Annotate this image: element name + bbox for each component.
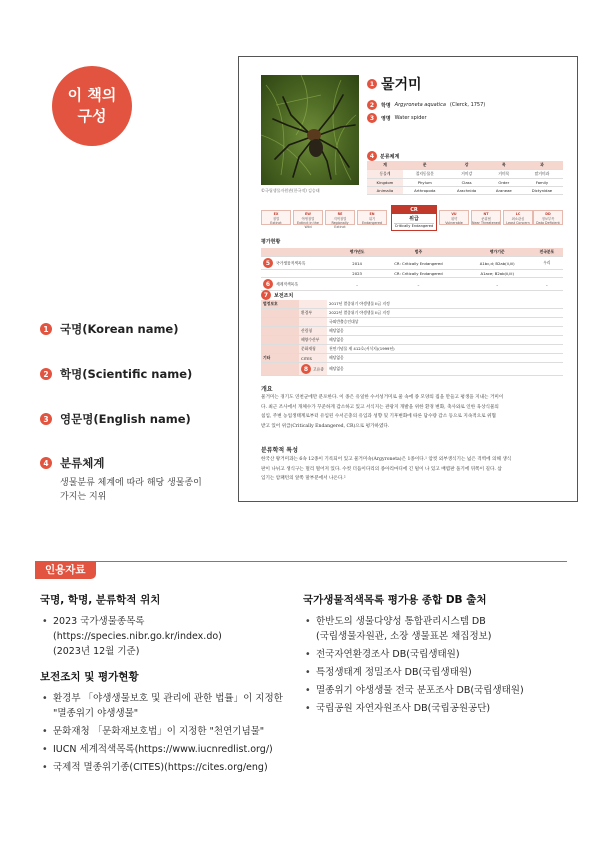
citation-item <box>40 724 300 739</box>
citation-item <box>40 742 300 757</box>
classification-cell: Order <box>487 179 521 187</box>
photo-caption: ©국립생물자원관(한국적) 김승태 <box>261 188 320 193</box>
scale-english: Endangered <box>362 221 382 225</box>
classification-row <box>367 170 563 179</box>
citation-list <box>40 614 300 659</box>
sci-author: (Clerck, 1757) <box>449 102 486 108</box>
taxonomy-line: 입기는 암패턴의 앞쪽 말부분에서 나온다.² <box>261 476 346 482</box>
scale-korean: 취약 <box>450 217 458 221</box>
assessment-cell-year: – <box>341 278 373 291</box>
marker-2: 2 <box>367 100 377 110</box>
citation-line: (국립생물자원관, 소장 생물표본 채집정보) <box>316 631 492 642</box>
iucn-category-scale <box>261 205 563 231</box>
classification-heading: 4 분류체계 <box>367 151 399 161</box>
classification-cell: 계 <box>367 161 403 170</box>
conservation-row <box>261 345 563 354</box>
scale-cell-lc <box>503 210 533 225</box>
conservation-agency-text: 문화재청 <box>301 346 316 351</box>
scale-english: Extinct <box>270 221 282 225</box>
classification-cell: 거미목 <box>487 170 521 179</box>
classification-cell: Dictynidae <box>521 187 563 195</box>
citation-line: • 환경부 「야생생물보호 및 관리에 관한 법률」이 지정한 <box>53 693 283 704</box>
classification-cell: 말거미과 <box>521 170 563 179</box>
conservation-category <box>261 318 299 327</box>
title-badge <box>52 66 132 146</box>
conservation-category: 기타 <box>261 354 299 363</box>
taxonomy-line: 한국산 왕거미과는 6속 12종이 기록되어 있고 물거미속(Argyroneta)은 1종이다.¹ 암컷 외부생식기는 넓은 격벽에 의해 생식 <box>261 457 512 462</box>
conservation-row <box>261 336 563 345</box>
classification-cell: Phylum <box>403 179 447 187</box>
overview-line: 다. 최근 조사에서 개체수가 꾸준하게 감소하고 있고 서식지는 관광지 개발을 위한 환경 변화, 축사와로 인한 육상식물의 <box>261 404 499 410</box>
eng-name: Water spider <box>394 115 427 121</box>
scale-cell-dd <box>533 210 563 225</box>
scale-abbr: EN <box>369 212 375 216</box>
citation-line: • 전국자연환경조사 DB(국립생태원) <box>316 649 460 660</box>
legend-number: 1 <box>40 323 52 335</box>
conservation-detail: 천연기념물 제 412호(서식지)(1999년) <box>327 345 563 354</box>
badge-line1: 이 책의 <box>67 86 117 104</box>
citation-line: • 국립공원 자연자원조사 DB(국립공원공단) <box>316 703 491 714</box>
marker-3: 3 <box>367 113 377 123</box>
scale-korean: 절멸 <box>272 217 280 221</box>
marker-7: 7 <box>261 290 271 300</box>
assessment-header-cell: 전국분포 <box>531 248 563 257</box>
citation-heading: 보전조치 및 평가현황 <box>40 671 139 683</box>
scale-abbr: EW <box>305 212 311 216</box>
classification-cell: Animalia <box>367 187 403 195</box>
conservation-heading: 7 보전조치 <box>261 290 293 300</box>
classification-cell: Class <box>447 179 487 187</box>
assessment-cell-crit: A1ace; B2ab(ii,iii) <box>464 270 531 278</box>
species-title <box>367 74 422 94</box>
citation-line: • 2023 국가생물종목록(https://species.nibr.go.kr/index.do) <box>53 616 222 642</box>
classification-row <box>367 161 563 170</box>
page-preview <box>238 56 578 502</box>
overview-line: 받고 있어 위급(Critically Endangered, CR)으로 평가하였다. <box>261 423 390 429</box>
scientific-name-row <box>367 100 485 110</box>
assessment-header-cell <box>261 248 341 257</box>
conservation-row <box>261 318 563 327</box>
conservation-agency <box>299 300 327 309</box>
citation-item <box>303 647 563 662</box>
legend-number: 3 <box>40 413 52 425</box>
citation-line: • 문화재청 「문화재보호법」이 지정한 "천연기념물" <box>53 726 265 737</box>
scale-english: Regionally Extinct <box>331 221 349 229</box>
scale-cell-nt <box>471 210 501 225</box>
scale-korean: 위기 <box>368 217 376 221</box>
classification-cell: Kingdom <box>367 179 403 187</box>
classification-table <box>367 161 563 195</box>
scale-abbr: DD <box>545 212 551 216</box>
legend-title: 국명(Korean name) <box>60 322 179 336</box>
legend-item-classification <box>40 455 235 504</box>
assessment-cell-cat: CR: Critically Endangered <box>373 257 463 270</box>
citation-line: "멸종위기 야생생물" <box>53 708 139 719</box>
scale-cell-re <box>325 210 355 229</box>
assessment-header-cell: 범주 <box>373 248 463 257</box>
conservation-agency-text: 고유종 <box>313 366 325 372</box>
legend-description: 생물분류 체계에 따라 해당 생물종이 가지는 지위 <box>60 478 202 502</box>
citation-line: • IUCN 세계적색목록(https://www.iucnredlist.org/) <box>53 744 273 755</box>
conservation-category <box>261 309 299 318</box>
english-name-row <box>367 113 427 123</box>
classification-cell: 거미강 <box>447 170 487 179</box>
assessment-row <box>261 278 563 291</box>
citation-tag: 인용자료 <box>35 561 96 579</box>
taxonomy-line: 판이 나뉘고 생식구는 멀리 떨어져 있다. 수컷 더듬이다리의 종아리마디에 긴 털이 나 있고 배엽판 돌기에 뒤쪽이 길다. 삽 <box>261 466 502 472</box>
scale-abbr: LC <box>515 212 521 216</box>
marker-8: 8 <box>301 364 311 374</box>
scale-korean: 정보부족 <box>541 217 555 221</box>
assessment-row <box>261 257 563 270</box>
assessment-table <box>261 248 563 291</box>
conservation-detail: 해당없음 <box>327 336 563 345</box>
assessment-heading: 평가현황 <box>261 239 281 245</box>
classification-cell: 목 <box>487 161 521 170</box>
conservation-agency <box>299 354 327 363</box>
classification-cell: 문 <box>403 161 447 170</box>
assessment-cell-crit: – <box>464 278 531 291</box>
scale-abbr: EX <box>273 212 279 216</box>
legend-title: 학명(Scientific name) <box>60 367 193 381</box>
citation-item <box>40 760 300 775</box>
conservation-agency-text: 해양수산부 <box>301 337 320 342</box>
legend-item-english-name <box>40 411 235 427</box>
scale-english: Data Deficient <box>536 221 560 225</box>
assessment-cell-dist: – <box>531 278 563 291</box>
spider-photo <box>261 75 359 185</box>
conservation-row <box>261 327 563 336</box>
scale-cell-cr: CR 위급 Critically Endangered <box>391 205 437 231</box>
marker-1: 1 <box>367 79 377 89</box>
scale-cell-ex <box>261 210 291 225</box>
scale-korean: 야생절멸 <box>301 217 315 221</box>
classification-cell: 동물계 <box>367 170 403 179</box>
classification-cell: 강 <box>447 161 487 170</box>
conservation-detail: 2017년 멸종위기 야생생물 II급 지정 <box>327 300 563 309</box>
scale-abbr: VU <box>451 212 457 216</box>
legend-item-scientific-name <box>40 366 235 382</box>
assessment-header-cell: 평가기준 <box>464 248 531 257</box>
citation-heading: 국가생물적색목록 평가용 종합 DB 출처 <box>303 594 487 606</box>
assessment-header-row <box>261 248 563 257</box>
legend-number: 2 <box>40 368 52 380</box>
conservation-category <box>261 336 299 345</box>
conservation-agency <box>299 345 327 354</box>
conservation-agency <box>299 318 327 327</box>
scale-korean: 최소관심 <box>511 217 525 221</box>
conservation-row <box>261 300 563 309</box>
classification-cell: Araneae <box>487 187 521 195</box>
citation-item <box>40 614 300 659</box>
eng-label: 영명 <box>381 115 391 122</box>
scale-korean: 지역절멸 <box>333 217 347 221</box>
legend-item-korean-name <box>40 321 235 337</box>
scale-cell-en <box>357 210 387 225</box>
spider-illustration <box>261 75 359 185</box>
scale-english: Least Concern <box>506 221 530 225</box>
conservation-category <box>261 327 299 336</box>
citation-list <box>303 614 563 716</box>
overview-line: 침입, 주변 농업생태계로부터 유입된 수서곤충의 유입과 성향 및 기후변화에 따른 담수량 감소 등으로 지속적으로 위협 <box>261 414 496 420</box>
conservation-agency-text: CITES <box>301 355 312 361</box>
conservation-agency <box>299 336 327 345</box>
scale-english: Vulnerable <box>445 221 463 225</box>
scale-cell-ew <box>293 210 323 229</box>
citation-item <box>303 665 563 680</box>
legend-title: 분류체계 <box>60 456 105 470</box>
assessment-cell-cat: – <box>373 278 463 291</box>
legend-title: 영문명(English name) <box>60 412 191 426</box>
conservation-table <box>261 300 563 376</box>
conservation-detail: 해당없음 <box>327 354 563 363</box>
scale-abbr: RE <box>337 212 343 216</box>
scale-korean: 준위협 <box>481 217 491 221</box>
conservation-row <box>261 309 563 318</box>
conservation-agency <box>299 327 327 336</box>
citation-item <box>303 683 563 698</box>
overview-heading: 개요 <box>261 386 273 393</box>
assessment-row <box>261 270 563 278</box>
conservation-detail: 2022년 멸종위기 야생생물 II급 지정 <box>327 309 563 318</box>
assessment-label <box>261 270 341 278</box>
marker-5: 5 <box>263 258 273 268</box>
assessment-cell-cat: CR: Critically Endangered <box>373 270 463 278</box>
overview-text <box>261 393 563 431</box>
classification-cell: 절지동물문 <box>403 170 447 179</box>
citation-column-right <box>303 592 563 726</box>
citation-divider <box>35 561 567 562</box>
classification-row <box>367 179 563 187</box>
classification-cell: Arthropoda <box>403 187 447 195</box>
conservation-detail: 해당없음 <box>327 363 563 376</box>
conservation-row <box>261 354 563 363</box>
legend-number: 4 <box>40 457 52 469</box>
scale-english: Extinct in the Wild <box>297 221 319 229</box>
conservation-category: 법정보호 <box>261 300 299 309</box>
scale-abbr: NT <box>483 212 489 216</box>
marker-6: 6 <box>263 279 273 289</box>
badge-line2: 구성 <box>77 107 107 125</box>
korean-name: 물거미 <box>381 77 422 93</box>
citation-item <box>303 614 563 644</box>
citation-heading: 국명, 학명, 분류학적 위치 <box>40 594 161 606</box>
assessment-cell-dist: 우리 <box>531 257 563 270</box>
classification-cell: Family <box>521 179 563 187</box>
conservation-detail: 해당없음 <box>327 327 563 336</box>
citation-column-left <box>40 592 300 785</box>
overview-line: 물거미는 경기도 연천군에만 분포한다. 이 종은 유일한 수서성거미로 물 속에 종 모양의 집을 만들고 평생을 지내는 거미이 <box>261 395 504 400</box>
assessment-cell-year: 2014 <box>341 257 373 270</box>
classification-cell: Arachnida <box>447 187 487 195</box>
conservation-category <box>261 363 299 376</box>
citation-line: • 특정생태계 정밀조사 DB(국립생태원) <box>316 667 472 678</box>
assessment-cell-year: 2023 <box>341 270 373 278</box>
conservation-agency <box>299 363 327 376</box>
conservation-row <box>261 363 563 376</box>
taxonomy-heading: 분류학적 특성 <box>261 447 298 454</box>
assessment-cell-dist <box>531 270 563 278</box>
citation-item <box>303 701 563 716</box>
conservation-agency <box>299 309 327 318</box>
citation-line: • 한반도의 생물다양성 통합관리시스템 DB <box>316 616 486 627</box>
citation-item <box>40 691 300 721</box>
conservation-agency-text: 환경부 <box>301 310 313 315</box>
sci-name: Argyroneta aquatica <box>394 102 446 108</box>
marker-4: 4 <box>367 151 377 161</box>
citation-list <box>40 691 300 775</box>
assessment-label-text: 국가생물적색목록 <box>276 260 306 266</box>
scale-cell-vu <box>439 210 469 225</box>
assessment-label <box>261 257 341 270</box>
taxonomy-text <box>261 455 563 484</box>
classification-cell: 과 <box>521 161 563 170</box>
assessment-label <box>261 278 341 291</box>
sci-label: 학명 <box>381 102 391 109</box>
citation-line: • 멸종위기 야생생물 전국 분포조사 DB(국립생태원) <box>316 685 524 696</box>
classification-row <box>367 187 563 195</box>
conservation-agency-text: 산림청 <box>301 328 313 333</box>
conservation-detail: 국외반출승인대상 <box>327 318 563 327</box>
assessment-cell-crit: A1bc,d; B2ab(ii,iii) <box>464 257 531 270</box>
assessment-header-cell: 평가년도 <box>341 248 373 257</box>
citation-line: • 국제적 멸종위기종(CITES)(https://cites.org/eng) <box>53 762 268 773</box>
assessment-label-text: 세계적색목록 <box>276 281 299 287</box>
citation-line: (2023년 12월 기준) <box>53 646 140 657</box>
scale-english: Near Threatened <box>472 221 500 225</box>
conservation-category <box>261 345 299 354</box>
